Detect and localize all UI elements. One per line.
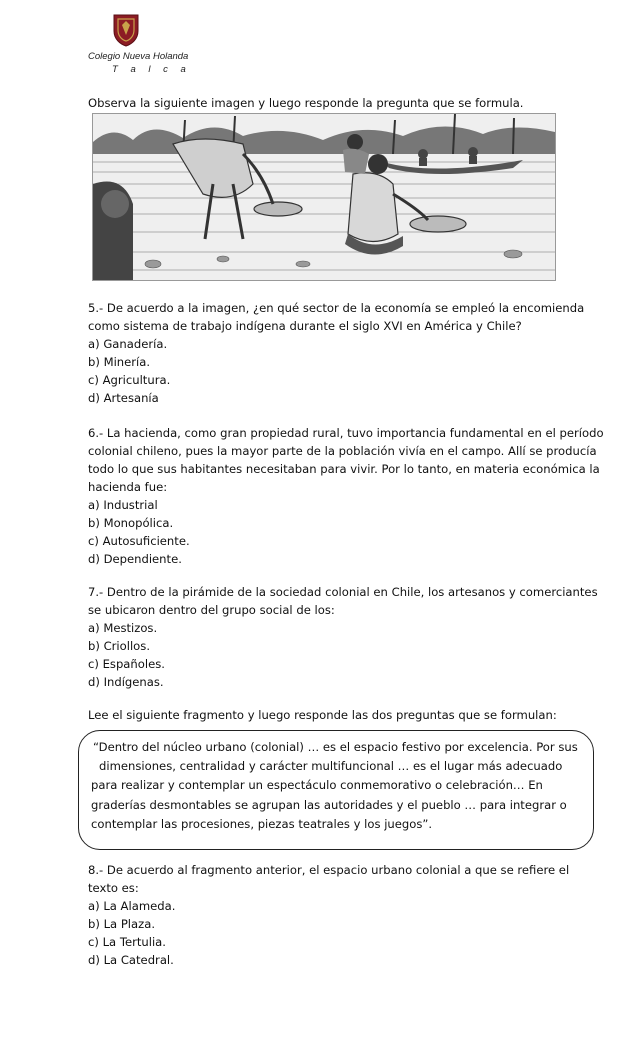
question-5-option-c: c) Agricultura. [88,373,171,387]
question-8-option-a: a) La Alameda. [88,899,176,913]
school-crest-icon [112,13,140,47]
quote-line-4: graderías desmontables se agrupan las autoridades y el pueblo … para integrar o [91,798,567,812]
question-7-stem-line-2: se ubicaron dentro del grupo social de los: [88,603,335,617]
question-5-option-a: a) Ganadería. [88,337,168,351]
question-8-option-c: c) La Tertulia. [88,935,166,949]
question-5-option-d: d) Artesanía [88,391,159,405]
question-6-option-d: d) Dependiente. [88,552,182,566]
question-6-stem-line-1: 6.- La hacienda, como gran propiedad rural, tuvo importancia fundamental en el período [88,426,604,440]
question-6-stem-line-3: todo lo que sus habitantes necesitaban para vivir. Por lo tanto, en materia económica la [88,462,600,476]
quote-line-1: “Dentro del núcleo urbano (colonial) … es el espacio festivo por excelencia. Por sus [93,740,578,754]
question-8-stem-line-1: 8.- De acuerdo al fragmento anterior, el espacio urbano colonial a que se refiere el [88,863,570,877]
question-8-stem-line-2: texto es: [88,881,139,895]
quote-box [78,730,594,850]
question-6-option-c: c) Autosuficiente. [88,534,190,548]
question-6-option-b: b) Monopólica. [88,516,174,530]
question-6-option-a: a) Industrial [88,498,158,512]
intro-text: Observa la siguiente imagen y luego responde la pregunta que se formula. [88,96,524,110]
gold-panning-illustration [92,113,556,281]
school-city: T a l c a [112,64,191,75]
quote-line-2: dimensiones, centralidad y carácter multifuncional … es el lugar más adecuado [99,759,563,773]
quote-line-5: contemplar las procesiones, piezas teatrales y los juegos”. [91,817,433,831]
question-8-option-d: d) La Catedral. [88,953,174,967]
question-7-option-d: d) Indígenas. [88,675,164,689]
question-8-option-b: b) La Plaza. [88,917,156,931]
school-name: Colegio Nueva Holanda [88,51,189,62]
question-5-option-b: b) Minería. [88,355,151,369]
question-7-option-a: a) Mestizos. [88,621,158,635]
fragment-intro: Lee el siguiente fragmento y luego responde las dos preguntas que se formulan: [88,708,557,722]
question-5-stem-line-2: como sistema de trabajo indígena durante el siglo XVI en América y Chile? [88,319,522,333]
question-6-stem-line-4: hacienda fue: [88,480,168,494]
question-7-option-b: b) Criollos. [88,639,151,653]
quote-line-3: para realizar y contemplar un espectáculo conmemorativo o celebración… En [91,778,543,792]
question-7-stem-line-1: 7.- Dentro de la pirámide de la sociedad colonial en Chile, los artesanos y comerciantes [88,585,598,599]
question-6-stem-line-2: colonial chileno, pues la mayor parte de la población vivía en el campo. Allí se producía [88,444,597,458]
question-5-stem-line-1: 5.- De acuerdo a la imagen, ¿en qué sector de la economía se empleó la encomienda [88,301,585,315]
question-7-option-c: c) Españoles. [88,657,165,671]
